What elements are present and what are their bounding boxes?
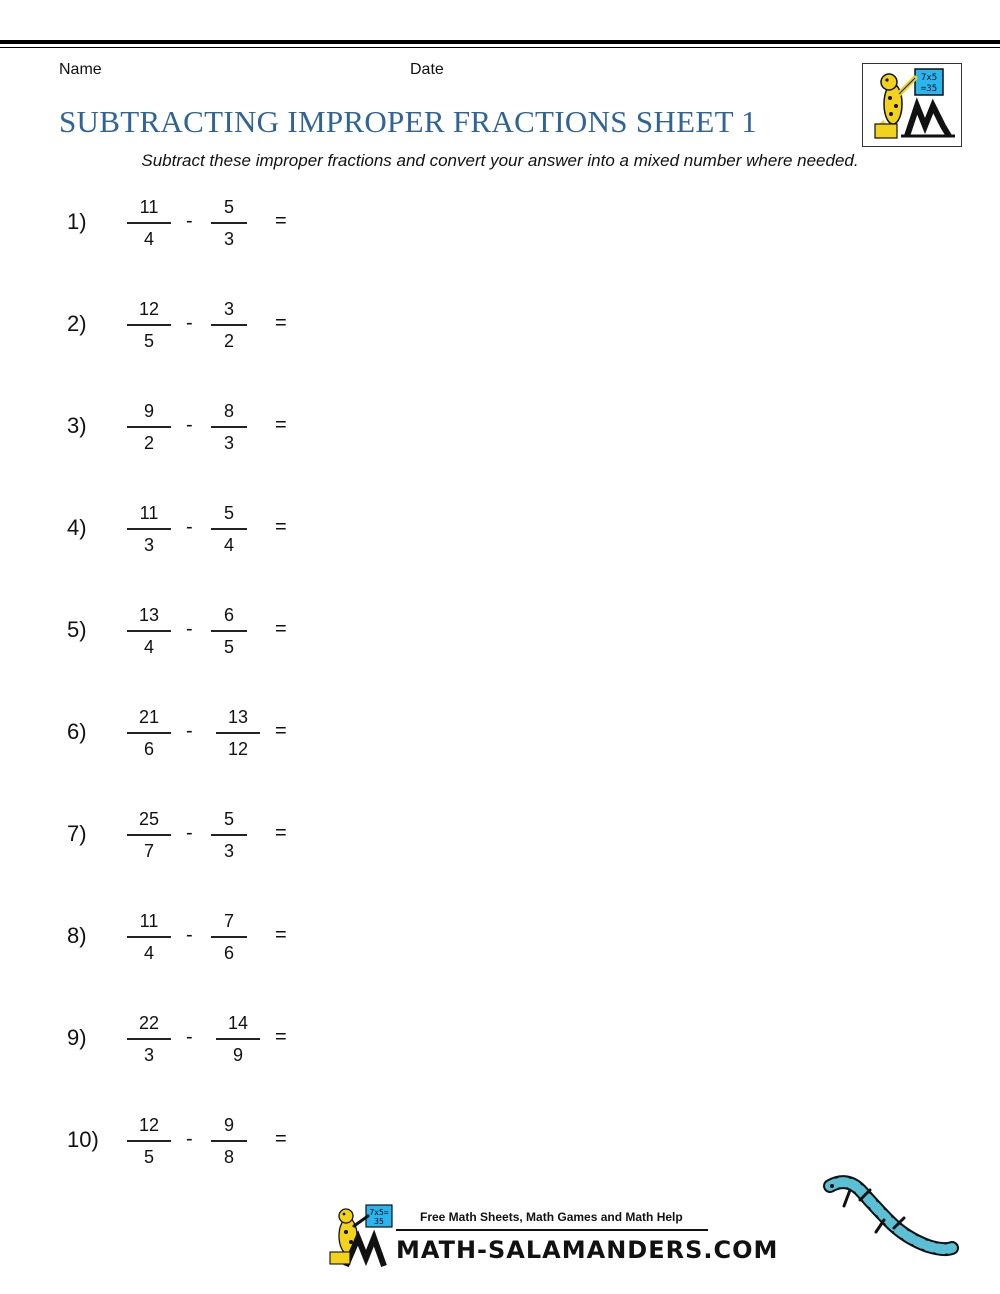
fraction-b-numerator: 5 (223, 503, 234, 523)
fraction-b-numerator: 5 (223, 197, 234, 217)
fraction-b-numerator: 13 (227, 707, 249, 727)
problem-row (0, 500, 400, 560)
footer-logo-board-line2: 35 (374, 1217, 384, 1226)
problem-row (0, 398, 400, 458)
fraction-a-numerator: 11 (139, 911, 159, 931)
fraction-bar (127, 936, 171, 938)
fraction-bar (127, 222, 171, 224)
fraction-bar (211, 834, 247, 836)
fraction-b-numerator: 5 (223, 809, 234, 829)
fraction-a-denominator: 5 (143, 331, 154, 351)
fraction-b (211, 1112, 247, 1170)
fraction-b (211, 500, 247, 558)
fraction-a-numerator: 13 (138, 605, 160, 625)
minus-sign: - (186, 1128, 193, 1150)
fraction-b-numerator: 14 (227, 1013, 249, 1033)
equals-sign: = (275, 618, 287, 640)
minus-sign: - (186, 1026, 193, 1048)
fraction-bar (127, 630, 171, 632)
fraction-b-numerator: 6 (223, 605, 234, 625)
fraction-bar (216, 732, 260, 734)
fraction-b-denominator: 4 (223, 535, 234, 555)
fraction-bar (211, 222, 247, 224)
problem-row (0, 1010, 400, 1070)
fraction-b (216, 704, 260, 762)
fraction-b (211, 908, 247, 966)
fraction-b-denominator: 9 (232, 1045, 243, 1065)
fraction-a (127, 704, 171, 762)
name-label: Name (59, 61, 102, 78)
fraction-bar (127, 1038, 171, 1040)
problem-number: 6) (67, 719, 87, 744)
instructions: Subtract these improper fractions and convert your answer into a mixed number where needed. (141, 151, 859, 170)
fraction-bar (127, 732, 171, 734)
fraction-bar (127, 1140, 171, 1142)
fraction-a-denominator: 3 (143, 1045, 154, 1065)
minus-sign: - (186, 924, 193, 946)
fraction-bar (211, 1140, 247, 1142)
problem-number: 4) (67, 515, 87, 540)
top-rule (0, 40, 1000, 44)
fraction-b-numerator: 3 (223, 299, 234, 319)
fraction-b-denominator: 5 (223, 637, 234, 657)
salamander-teacher-logo-icon (863, 64, 961, 146)
fraction-b (211, 602, 247, 660)
fraction-a-numerator: 25 (138, 809, 160, 829)
problem-number: 9) (67, 1025, 87, 1050)
footer-divider (396, 1229, 708, 1231)
problem-number: 7) (67, 821, 87, 846)
fraction-b (211, 806, 247, 864)
fraction-b (211, 398, 247, 456)
problem-row (0, 296, 400, 356)
fraction-b-denominator: 8 (223, 1147, 234, 1167)
fraction-b-denominator: 3 (223, 229, 234, 249)
svg-text:=35: =35 (920, 84, 938, 94)
problem-number: 5) (67, 617, 87, 642)
fraction-bar (211, 426, 247, 428)
fraction-bar (211, 324, 247, 326)
minus-sign: - (186, 822, 193, 844)
svg-text:7x5: 7x5 (920, 73, 938, 83)
fraction-a (127, 296, 171, 354)
fraction-b-denominator: 3 (223, 433, 234, 453)
fraction-a-denominator: 5 (143, 1147, 154, 1167)
fraction-a (127, 194, 171, 252)
equals-sign: = (275, 312, 287, 334)
fraction-a (127, 500, 171, 558)
fraction-a-denominator: 4 (143, 637, 154, 657)
salamander-mascot-icon (820, 1172, 960, 1260)
fraction-b-denominator: 2 (223, 331, 234, 351)
problem-row (0, 194, 400, 254)
fraction-a-numerator: 11 (139, 197, 159, 217)
equals-sign: = (275, 1026, 287, 1048)
fraction-bar (127, 528, 171, 530)
fraction-b (211, 194, 247, 252)
problem-number: 10) (67, 1127, 99, 1152)
problem-number: 8) (67, 923, 87, 948)
problem-row (0, 908, 400, 968)
problem-row (0, 704, 400, 764)
footer-logo-icon (326, 1202, 396, 1268)
fraction-a-numerator: 21 (138, 707, 160, 727)
minus-sign: - (186, 414, 193, 436)
minus-sign: - (186, 516, 193, 538)
fraction-a-denominator: 3 (143, 535, 154, 555)
fraction-b (216, 1010, 260, 1068)
fraction-a-numerator: 9 (143, 401, 154, 421)
fraction-b-numerator: 9 (223, 1115, 234, 1135)
equals-sign: = (275, 822, 287, 844)
fraction-bar (216, 1038, 260, 1040)
fraction-b (211, 296, 247, 354)
problem-row (0, 806, 400, 866)
equals-sign: = (275, 924, 287, 946)
fraction-a-denominator: 6 (143, 739, 154, 759)
equals-sign: = (275, 1128, 287, 1150)
fraction-bar (127, 426, 171, 428)
equals-sign: = (275, 720, 287, 742)
fraction-a (127, 602, 171, 660)
minus-sign: - (186, 210, 193, 232)
minus-sign: - (186, 312, 193, 334)
fraction-a-denominator: 4 (143, 229, 154, 249)
problem-row (0, 602, 400, 662)
fraction-b-numerator: 7 (223, 911, 234, 931)
fraction-b-denominator: 3 (223, 841, 234, 861)
date-label: Date (410, 61, 444, 78)
fraction-a-denominator: 4 (143, 943, 154, 963)
fraction-a-numerator: 22 (138, 1013, 160, 1033)
fraction-bar (127, 324, 171, 326)
fraction-b-numerator: 8 (223, 401, 234, 421)
fraction-a-denominator: 2 (143, 433, 154, 453)
footer-brand: MATH-SALAMANDERS.COM (396, 1236, 779, 1264)
fraction-bar (211, 630, 247, 632)
fraction-bar (211, 936, 247, 938)
equals-sign: = (275, 516, 287, 538)
equals-sign: = (275, 414, 287, 436)
header-logo (862, 63, 962, 147)
equals-sign: = (275, 210, 287, 232)
footer-tagline: Free Math Sheets, Math Games and Math Help (420, 1210, 683, 1224)
fraction-a-numerator: 12 (138, 1115, 160, 1135)
fraction-a (127, 1112, 171, 1170)
problem-number: 2) (67, 311, 87, 336)
minus-sign: - (186, 720, 193, 742)
fraction-a (127, 398, 171, 456)
problem-number: 1) (67, 209, 87, 234)
fraction-a (127, 806, 171, 864)
fraction-a-numerator: 12 (138, 299, 160, 319)
fraction-b-denominator: 12 (227, 739, 249, 759)
minus-sign: - (186, 618, 193, 640)
fraction-a (127, 908, 171, 966)
problem-row (0, 1112, 400, 1172)
fraction-a-denominator: 7 (143, 841, 154, 861)
top-rule-thin (0, 47, 1000, 48)
fraction-b-denominator: 6 (223, 943, 234, 963)
fraction-bar (127, 834, 171, 836)
fraction-a (127, 1010, 171, 1068)
footer-logo-board-line1: 7x5= (369, 1208, 389, 1217)
fraction-bar (211, 528, 247, 530)
fraction-a-numerator: 11 (139, 503, 159, 523)
problem-number: 3) (67, 413, 87, 438)
worksheet-title: SUBTRACTING IMPROPER FRACTIONS SHEET 1 (59, 104, 758, 139)
